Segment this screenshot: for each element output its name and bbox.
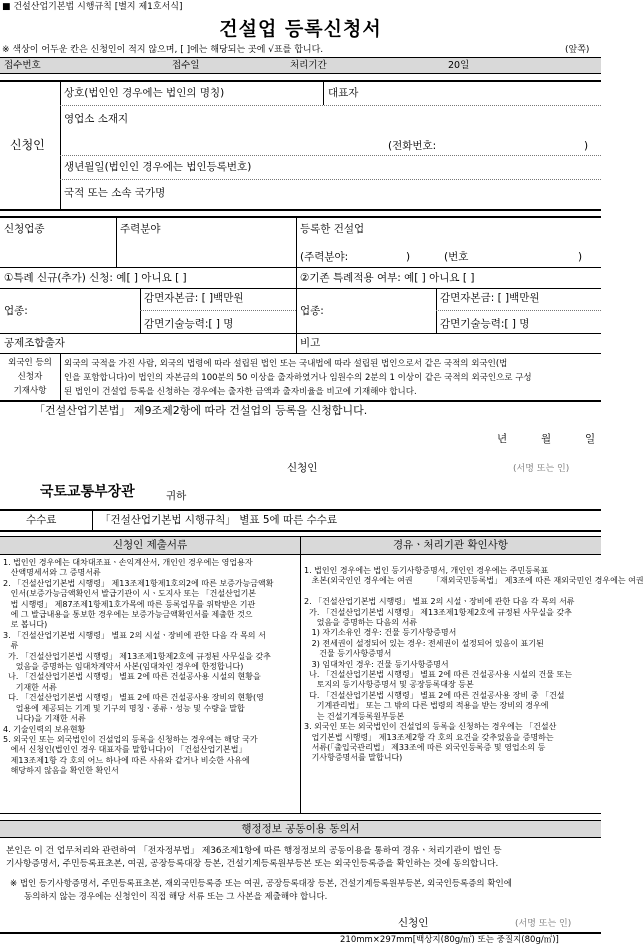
document-line: 기사항증명서를 말합니다) [304,753,403,763]
processing-period-value: 20일 [448,60,470,71]
date-month[interactable]: 월 [541,433,552,445]
document-line: 법 시행령」 제87조제1항제1호가목에 따른 등록업무를 위탁받은 기관 [3,599,256,609]
fee-label: 수수료 [26,514,57,526]
registered-number-close: ) [578,251,583,263]
date-year[interactable]: 년 [497,433,508,445]
consent-note-2: 동의하지 않는 경우에는 신청인이 직접 해당 서류 또는 그 사본을 제출해야 합니다. [24,892,328,902]
reduced-tech-1[interactable]: 감면기술능력:[ ] 명 [144,318,234,330]
document-line: 었음을 증명하는 다음의 서류 [304,618,418,628]
document-line: 제13조제1항 각 호의 어느 하나에 따른 사유와 같거나 비슷한 사유에 [3,755,250,765]
document-line: 인서(보증가능금액확인서 발급기관이 시ㆍ도지사 또는 「건설산업기본 [3,589,257,599]
special-existing[interactable]: ②기존 특례적용 여부: 예[ ] 아니요 [ ] [300,272,475,284]
document-line: 건물 등기사항증명서 [304,649,392,659]
industry-field-2[interactable]: 업종: [300,305,324,317]
document-line: 3. 「건설산업기본법 시행령」 별표 2의 시설ㆍ장비에 관한 다음 각 목의 서 [3,630,266,640]
representative-label[interactable]: 대표자 [328,87,359,99]
foreign-text-3: 된 법인이 건설업 등록을 신청하는 경우에는 출자한 금액과 출자비율을 비고에 기재해야 합니다. [64,387,417,397]
consent-signature-field[interactable]: (서명 또는 인) [515,919,572,929]
document-line: 기재한 서류 [3,682,57,692]
foreign-label-2: 신청자 [17,372,43,382]
document-line: 나. 「건설산업기본법 시행령」 별표 2에 따른 건설공사용 시설의 건물 또는 [304,670,572,680]
document-line: 에서 신청인(법인인 경우 대표자를 말합니다)이 「건설산업기본법」 [3,745,247,755]
office-address-label[interactable]: 영업소 소재지 [64,113,129,125]
consent-applicant[interactable]: 신청인 [398,917,429,929]
declaration-text: 「건설산업기본법」 제9조제2항에 따라 건설업의 등록을 신청합니다. [34,404,368,417]
registered-main-close: ) [406,251,411,263]
reduced-capital-2[interactable]: 감면자본금: [ ]백만원 [440,292,540,304]
nationality-label[interactable]: 국적 또는 소속 국가명 [64,187,166,199]
company-name-label[interactable]: 상호(법인인 경우에는 법인의 명칭) [64,87,225,99]
fee-text: 「건설산업기본법 시행규칙」 별표 5에 따른 수수료 [100,514,338,526]
applicant-documents-title: 신청인 제출서류 [112,539,188,551]
receipt-date-label: 접수일 [172,60,200,71]
document-line: 1) 자기소유인 경우: 건물 등기사항증명서 [304,628,457,638]
document-line: 가. 「건설산업기본법 시행령」 제13조제1항제2호에 규정된 사무실을 갖추 [304,607,572,617]
consent-title: 행정정보 공동이용 동의서 [241,823,360,835]
declaration-applicant[interactable]: 신청인 [287,462,318,474]
registered-number[interactable]: (번호 [444,251,469,263]
document-line: 업기본법 시행령」 제13조제2항 각 호의 요건을 갖추었음을 증명하는 [304,732,554,742]
phone-label[interactable]: (전화번호: [388,140,437,152]
document-line: 초본(외국인인 경우에는 여권 [304,576,413,586]
mutual-aid-label[interactable]: 공제조합출자 [4,337,65,349]
form-title: 건설업 등록신청서 [219,18,382,40]
industry-field-1[interactable]: 업종: [4,305,28,317]
document-line: 에 그 발급내용을 통보한 경우에는 보증가능금액확인서를 제출한 것으 [3,610,253,620]
document-line: 2) 전세권이 설정되어 있는 경우: 전세권이 설정되어 있음이 표기된 [304,638,544,648]
reduced-capital-1[interactable]: 감면자본금: [ ]백만원 [144,292,244,304]
document-line: 4. 기술인력의 보유현황 [3,724,86,734]
consent-note-1: ※ 법인 등기사항증명서, 주민등록표초본, 재외국민등록증 또는 여권, 공장등록대장 등본, 건설기계등록원부등본, 외국인등록증의 확인에 [10,879,512,889]
page-side: (앞쪽) [565,45,590,55]
date-day[interactable]: 일 [585,433,596,445]
instruction-note: ※ 색상이 어두운 칸은 신청인이 적지 않으며, [ ]에는 해당되는 곳에 √표를 합니다. [2,45,324,55]
special-new-application[interactable]: ①특례 신규(추가) 신청: 예[ ] 아니요 [ ] [4,272,187,284]
document-line: 었음을 증명하는 임대차계약서 사본(임대차인 경우에 한정합니다) [3,662,244,672]
registered-main-field[interactable]: (주력분야: [300,251,349,263]
main-field-label[interactable]: 주력분야 [120,223,161,235]
document-line: 해당하지 않음을 확인한 확인서 [3,766,119,776]
form-reference: ■ 건설산업기본법 시행규칙 [별지 제1호서식] [2,2,183,12]
document-line: 2. 「건설산업기본법 시행령」 제13조제1항제1호의2에 따른 보증가능금액확 [3,578,274,588]
document-line: 3. 외국인 또는 외국법인이 건설업의 등록을 신청하는 경우에는 「건설산 [304,722,557,732]
foreign-label-3: 기재사항 [13,386,47,396]
receipt-number-label: 접수번호 [4,60,41,71]
document-line: 5. 외국인 또는 외국법인이 건설업의 등록을 신청하는 경우에는 해당 국가 [3,734,258,744]
document-line: 는 건설기계등록원부등본 [304,711,405,721]
document-line: 로 봅니다) [3,620,48,630]
consent-text-1: 본인은 이 건 업무처리와 관련하여 「전자정부법」 제36조제1항에 따른 행정정보의 공동이용을 통하여 경유ㆍ처리기관이 법인 등 [6,846,502,856]
foreign-label-1: 외국인 등의 [8,358,52,368]
document-line: 다. 「건설산업기본법 시행령」 별표 2에 따른 건설공사용 장비의 현황(영 [3,693,264,703]
document-line: 가. 「건설산업기본법 시행령」 제13조제1항제2호에 규정된 사무실을 갖추 [3,651,271,661]
document-line: 2. 「건설산업기본법 시행령」 별표 2의 시설ㆍ장비에 관한 다음 각 목의 서류 [304,597,575,607]
document-line [304,587,600,597]
document-line: 1. 법인인 경우에는 대차대조표ㆍ손익계산서, 개인인 경우에는 영업용자 [3,558,253,567]
addressee: 국토교통부장관 [40,484,135,500]
document-line: 류 [3,641,19,651]
remarks-label[interactable]: 비고 [300,337,321,349]
foreign-text-1: 외국의 국적을 가진 사람, 외국의 법령에 따라 설립된 법인 또는 국내법에 따라 설립된 법인으로서 같은 국적의 외국인(법 [64,359,508,369]
agency-check-title: 경유ㆍ처리기관 확인사항 [393,539,508,551]
processing-period-label: 처리기간 [290,60,327,71]
document-line: 1. 법인인 경우에는 법인 등기사항증명서, 개인인 경우에는 주민등록표 [304,566,549,575]
applicant-section-label: 신청인 [10,138,45,152]
document-line: 기계관리법」 또는 그 밖의 다른 법령의 적용을 받는 장비의 경우에 [304,701,549,711]
document-line: 다. 「건설산업기본법 시행령」 별표 2에 따른 건설공사용 장비 중 「건설 [304,690,565,700]
applicant-documents-list [3,558,299,777]
apply-industry-label[interactable]: 신청업종 [4,223,45,235]
registered-business-label[interactable]: 등록한 건설업 [300,223,365,235]
document-line: 토지의 등기사항증명서 및 공장등록대장 등본 [304,680,474,690]
document-line: 니다)을 기재한 서류 [3,714,86,724]
consent-text-2: 기사항증명서, 주민등록표초본, 여권, 공장등록대장 등본, 건설기계등록원부등본 또는 외국인등록증을 확인하는 것에 동의합니다. [6,859,499,869]
agency-check-list [304,566,600,764]
paper-spec: 210mm×297mm[백상지(80g/㎡) 또는 중질지(80g/㎡)] [340,935,559,945]
agency-check-insert: 「재외국민등록법」 제3조에 따른 재외국민인 경우에는 여권 [432,576,644,585]
signature-field[interactable]: (서명 또는 인) [513,464,570,474]
document-line: 나. 「건설산업기본법 시행령」 별표 2에 따른 건설공사용 시설의 현황을 [3,672,261,682]
document-line: 서류(「출입국관리법」 제33조에 따른 외국인등록증 및 영업소의 등 [304,742,546,752]
reduced-tech-2[interactable]: 감면기술능력:[ ] 명 [440,318,530,330]
birth-date-label[interactable]: 생년월일(법인인 경우에는 법인등록번호) [64,161,252,173]
document-line: 업용에 제공되는 기계 및 기구의 명칭ㆍ종류ㆍ성능 및 수량을 말합 [3,703,245,713]
document-line: 3) 임대차인 경우: 건물 등기사항증명서 [304,659,449,669]
foreign-text-2: 인을 포함합니다)이 법인의 자본금의 100분의 50 이상을 출자하였거나 임원수의 2분의 1 이상이 같은 국적의 외국인으로 구성 [64,373,532,383]
document-line: 산액명세서와 그 증명서류 [3,568,101,578]
phone-close: ) [584,140,589,152]
addressee-honorific: 귀하 [166,490,187,502]
